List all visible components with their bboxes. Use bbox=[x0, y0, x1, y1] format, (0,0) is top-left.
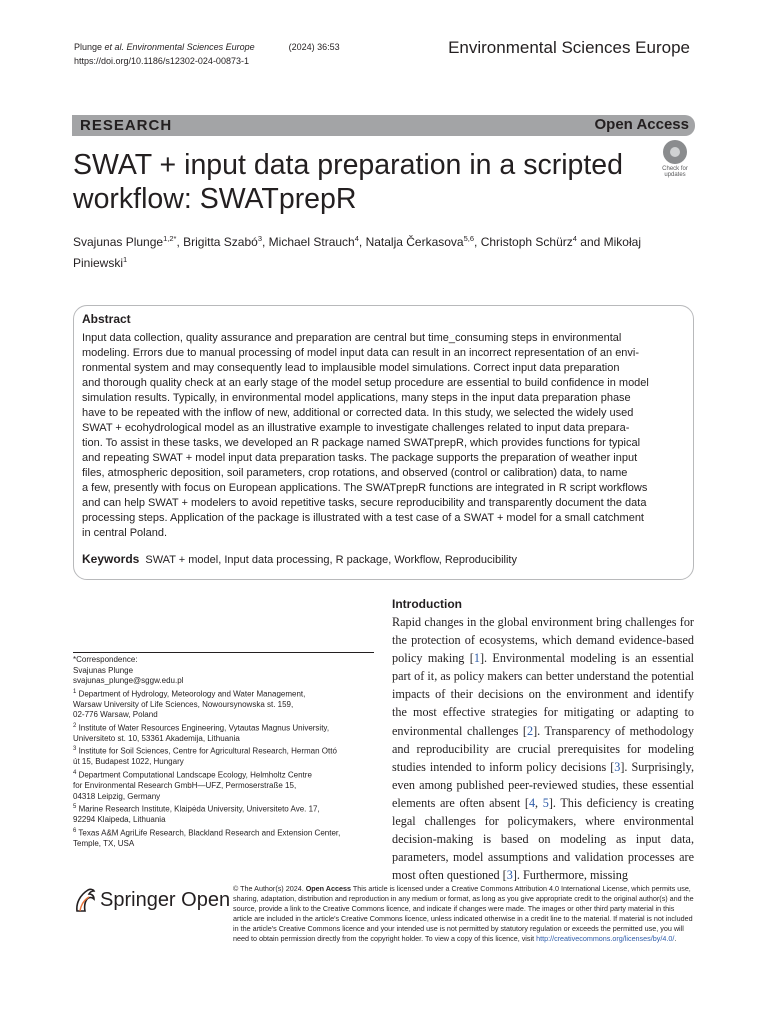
affiliation-number: 1 bbox=[73, 688, 77, 695]
affiliation-line: for Environmental Research GmbH—UFZ, Permoserstraße 15, bbox=[73, 781, 297, 791]
author-name: Svajunas Plunge bbox=[73, 235, 164, 249]
abstract-line: a few, presently with focus on European applications. The SWATprepR functions are integrated in R script workflows bbox=[82, 482, 648, 494]
introduction-text: Rapid changes in the global environment bring challenges for the protection of ecosystems, which demand evidence-based policy making [1]. Environmental modeling is an essential part of it, as policy makers can better understand the potential impacts of their decisions on the environment and identify the most effective strategies for mitigating or adapting to environmental challenges [2]. Transparency of methodology and reproducibility are crucial prerequisites for modeling studies intended to inform policy decisions [3]. Surprisingly, even among published peer-reviewed studies, these essential elements are often absent [4, 5]. This deficiency is creating legal challenges for policymakers, where environmental decision-making is based on modeling as input data, parameters, model assumptions and validation processes are most often questioned [3]. Furthermore, missing bbox=[392, 615, 695, 883]
keywords-label: Keywords bbox=[82, 552, 140, 566]
abstract-line: in central Poland. bbox=[82, 527, 167, 539]
affiliation-line: $^1$ Department of Hydrology, Meteorology and Water Management, bbox=[73, 688, 306, 699]
publisher-suffix: Open bbox=[181, 889, 231, 911]
affiliation-line: Temple, TX, USA bbox=[73, 838, 135, 848]
abstract-line: ronmental system and may consequently lead to implausible model simulations. Correct input data preparation bbox=[82, 362, 620, 374]
abstract-line: and thorough quality check at an early stage of the model setup procedure are essential to build confidence in model bbox=[82, 377, 649, 389]
citation: Plunge et al. Environmental Sciences Europe bbox=[74, 42, 255, 52]
affiliation-line: $^3$ Institute for Soil Sciences, Centre for Agricultural Research, Herman Ottó bbox=[73, 746, 337, 756]
abstract-line: processing steps. Application of the package is illustrated with a test case of a SWAT + model for a small catchment bbox=[82, 512, 644, 524]
abstract-box bbox=[73, 305, 694, 580]
keywords-list: SWAT + model, Input data processing, R package, Workflow, Reproducibility bbox=[145, 554, 517, 566]
affiliation-number: 4 bbox=[73, 769, 77, 776]
check-updates-icon bbox=[663, 140, 687, 164]
author-name: Christoph Schürz bbox=[480, 235, 573, 249]
citation-link[interactable]: 1 bbox=[473, 651, 480, 666]
correspondence-name: Svajunas Plunge bbox=[73, 665, 134, 675]
author-name: Brigitta Szabó bbox=[183, 235, 258, 249]
affiliation-line: $^6$ Texas A&M AgriLife Research, Blackland Research and Extension Center, bbox=[73, 827, 341, 838]
author-name: Mikołaj Piniewski bbox=[73, 235, 641, 270]
author-affiliation-marker: 5,6 bbox=[463, 234, 475, 243]
check-for-updates-badge[interactable]: Check for updates bbox=[656, 140, 694, 182]
citation-link[interactable]: 3 bbox=[614, 759, 621, 774]
abstract-line: Input data collection, quality assurance and preparation are central but time_consuming steps in environmental bbox=[82, 332, 622, 344]
abstract-line: modeling. Errors due to manual processing of model input data can result in an incorrect representation of an envi- bbox=[82, 347, 640, 359]
affiliation-line: út 15, Budapest 1022, Hungary bbox=[73, 757, 184, 767]
open-access-label: Open Access bbox=[594, 116, 689, 133]
abstract-line: and can help SWAT + modelers to avoid repetitive tasks, secure reproducibility and transparently document the data bbox=[82, 497, 647, 509]
license-statement: © The Author(s) 2024. Open Access This article is licensed under a Creative Commons Attribution 4.0 International License, which permits use, sharing, adaptation, distribution and reproduction in any medium or format, as long as you give appropriate credit to the original author(s) and the source, provide a link to the Creative Commons licence, and indicate if changes were made. The images or other third party material in this article are included in the article's Creative Commons licence, unless indicated otherwise in a credit line to the material. If material is not included in the article's Creative Commons licence and your intended use is not permitted by statutory regulation or exceeds the permitted use, you will need to obtain permission directly from the copyright holder. To view a copy of this licence, visit http://creativecommons.org/licenses/by/4.0/. bbox=[233, 884, 694, 943]
affiliation-line: 04318 Leipzig, Germany bbox=[73, 791, 161, 801]
author-name: Natalja Čerkasova bbox=[365, 235, 464, 249]
affiliation-line: $^2$ Institute of Water Resources Engineering, Vytautas Magnus University, bbox=[73, 722, 330, 733]
affiliation-line: $^5$ Marine Research Institute, Klaipėda University, Universiteto Ave. 17, bbox=[73, 804, 320, 814]
author-affiliation-marker: 1 bbox=[123, 255, 128, 264]
author-affiliation-marker: 4 bbox=[572, 234, 577, 243]
abstract-line: simulation results. Typically, in environmental model applications, many steps in the input data preparation phase bbox=[82, 392, 631, 404]
license-link[interactable]: http://creativecommons.org/licenses/by/4.0/ bbox=[536, 934, 675, 943]
publisher-name: Springer bbox=[100, 889, 176, 911]
abstract-line: have to be repeated with the inflow of new, additional or corrected data. In this study, we selected the widely used bbox=[82, 407, 634, 419]
author-list: Svajunas Plunge$^{1,2*}$, Brigitta Szabó$^3$, Michael Strauch$^4$, Natalja Čerkasova$^{5,6}$, Christoph Schürz$^4$ and Mikołaj Piniewski$^1$ bbox=[73, 234, 641, 270]
license-open-access: Open Access bbox=[305, 884, 351, 893]
abstract-line: files, atmospheric deposition, soil parameters, crop rotations, and observed (control or calibration) data, to name bbox=[82, 467, 628, 479]
citation-link[interactable]: 5 bbox=[542, 795, 549, 810]
doi-link[interactable]: https://doi.org/10.1186/s12302-024-00873-1 bbox=[74, 56, 249, 66]
citation-link[interactable]: 2 bbox=[527, 723, 534, 738]
affiliation-line: Warsaw University of Life Sciences, Nowoursynowska st. 159, bbox=[73, 699, 294, 709]
abstract-line: tion. To assist in these tasks, we developed an R package named SWATprepR, which provides functions for typical bbox=[82, 437, 641, 449]
springer-open-logo bbox=[72, 885, 231, 917]
affiliation-line: Universiteto st. 10, 53361 Akademija, Lithuania bbox=[73, 733, 240, 743]
affiliation-number: 2 bbox=[73, 722, 77, 729]
abstract-heading: Abstract bbox=[82, 312, 131, 326]
affiliation-number: 3 bbox=[73, 746, 77, 753]
correspondence-email[interactable]: svajunas_plunge@sggw.edu.pl bbox=[73, 676, 184, 685]
citation-link[interactable]: 3 bbox=[506, 868, 513, 883]
author-name: Michael Strauch bbox=[268, 235, 355, 249]
citation-link[interactable]: 4 bbox=[528, 795, 536, 810]
correspondence-label: *Correspondence: bbox=[73, 655, 138, 664]
affiliation-number: 5 bbox=[73, 804, 77, 811]
affiliation-list bbox=[73, 687, 373, 850]
footnote-divider bbox=[73, 652, 374, 653]
affiliation-line: 92294 Klaipeda, Lithuania bbox=[73, 815, 166, 825]
springer-horse-icon bbox=[72, 885, 98, 915]
article-title: SWAT + input data preparation in a scripted workflow: SWATprepR bbox=[73, 149, 623, 215]
abstract-line: SWAT + ecohydrological model as an illustrative example to investigate challenges related to input data prepara- bbox=[82, 422, 630, 434]
abstract-line: and repeating SWAT + model input data preparation tasks. The package supports the preparation of weather input bbox=[82, 452, 638, 464]
section-heading-introduction: Introduction bbox=[392, 597, 462, 611]
article-type-bar bbox=[72, 115, 695, 136]
keywords bbox=[82, 552, 684, 568]
abstract-text bbox=[82, 331, 684, 541]
article-type-label: RESEARCH bbox=[80, 117, 173, 134]
affiliation-line: 02-776 Warsaw, Poland bbox=[73, 710, 158, 720]
affiliation-line: $^4$ Department Computational Landscape Ecology, Helmholtz Centre bbox=[73, 769, 312, 780]
citation-year: (2024) 36:53 bbox=[288, 42, 340, 52]
correspondence-block bbox=[73, 655, 373, 849]
author-affiliation-marker: 4 bbox=[354, 234, 359, 243]
running-header bbox=[74, 40, 340, 68]
affiliation-number: 6 bbox=[73, 827, 77, 834]
author-affiliation-marker: 3 bbox=[257, 234, 262, 243]
journal-name: Environmental Sciences Europe bbox=[448, 38, 690, 57]
author-affiliation-marker: 1,2* bbox=[163, 234, 177, 243]
